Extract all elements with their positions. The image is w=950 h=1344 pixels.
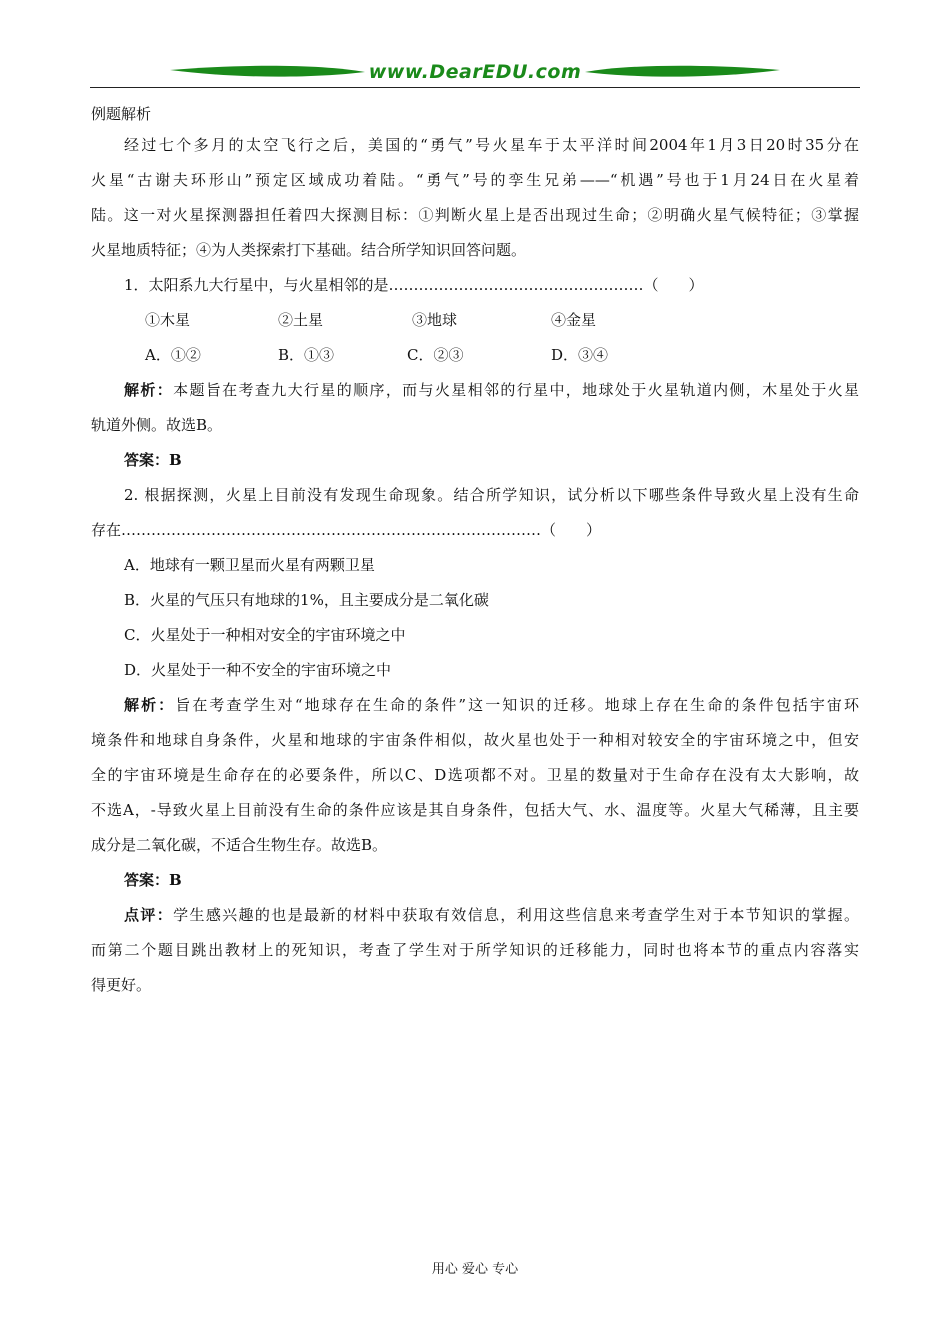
intro-line: 陆。这一对火星探测器担任着四大探测目标：①判断火星上是否出现过生命；②明确火星气候特征；③掌握 xyxy=(91,206,859,224)
page-footer: 用心 爱心 专心 xyxy=(431,1262,519,1277)
q1-choice-b: B．①③ xyxy=(278,346,335,364)
q2-option-b: B．火星的气压只有地球的1%，且主要成分是二氧化碳 xyxy=(124,591,489,609)
q2-analysis-line: 境条件和地球自身条件，火星和地球的宇宙条件相似，故火星也处于一种相对较安全的宇宙环境之中，但安 xyxy=(91,731,859,749)
intro-line: 经过七个多月的太空飞行之后，美国的“勇气”号火星车于太平洋时间2004年1月3日20时35分在 xyxy=(124,136,859,154)
q1-items xyxy=(91,303,859,338)
q2-stem-line: 存在…………………………………………………………………………（ ） xyxy=(91,521,602,539)
page-header xyxy=(90,58,860,90)
comment-label: 点评： xyxy=(124,906,174,924)
intro-line: 火星“古谢夫环形山”预定区域成功着陆。“勇气”号的孪生兄弟——“机遇”号也于1月24日在火星着 xyxy=(91,171,859,189)
q1-choice-c: C．②③ xyxy=(407,346,464,364)
q2-answer: 答案：B xyxy=(124,871,182,889)
comment-paragraph xyxy=(91,898,859,1003)
section-title: 例题解析 xyxy=(91,105,152,123)
q2-option-d: D．火星处于一种不安全的宇宙环境之中 xyxy=(124,661,392,679)
q1-choice-a: A．①② xyxy=(145,346,201,364)
question-1 xyxy=(91,268,859,478)
intro-paragraph xyxy=(91,128,859,268)
q1-item: ③地球 xyxy=(412,311,458,329)
q1-item: ②土星 xyxy=(278,311,324,329)
header-divider xyxy=(90,87,860,88)
q1-choices xyxy=(91,338,859,373)
q2-analysis-line xyxy=(91,688,859,723)
q2-option-c: C．火星处于一种相对安全的宇宙环境之中 xyxy=(124,626,406,644)
q1-analysis-line xyxy=(91,373,859,408)
q2-analysis-line: 不选A，-导致火星上目前没有生命的条件应该是其自身条件，包括大气、水、温度等。火星大气稀薄，且主要 xyxy=(91,801,859,819)
q1-item: ①木星 xyxy=(145,311,191,329)
question-2 xyxy=(91,478,859,898)
document-body xyxy=(91,100,859,1003)
q1-analysis-text: 本题旨在考查九大行星的顺序，而与火星相邻的行星中，地球处于火星轨道内侧，木星处于火星 xyxy=(173,381,859,399)
q1-choice-d: D．③④ xyxy=(551,346,609,364)
comment-text: 学生感兴趣的也是最新的材料中获取有效信息，利用这些信息来考查学生对于本节知识的掌握。 xyxy=(173,906,859,924)
q2-analysis-text: 旨在考查学生对“地球存在生命的条件”这一知识的迁移。地球上存在生命的条件包括宇宙环 xyxy=(175,696,859,714)
q2-analysis-label: 解析： xyxy=(124,696,176,714)
q2-stem-line: 2. 根据探测，火星上目前没有发现生命现象。结合所学知识，试分析以下哪些条件导致火星上没有生命 xyxy=(124,486,859,504)
site-logo[interactable]: www.DearEDU.com xyxy=(368,61,582,83)
intro-line: 火星地质特征；④为人类探索打下基础。结合所学知识回答问题。 xyxy=(91,241,527,259)
q2-option-a: A．地球有一颗卫星而火星有两颗卫星 xyxy=(124,556,375,574)
q2-analysis-line: 全的宇宙环境是生命存在的必要条件，所以C、D选项都不对。卫星的数量对于生命存在没有太大影响，故 xyxy=(91,766,859,784)
q1-analysis-line: 轨道外侧。故选B。 xyxy=(91,416,223,434)
q1-analysis-label: 解析： xyxy=(124,381,174,399)
q1-answer: 答案：B xyxy=(124,451,182,469)
comment-line xyxy=(91,898,859,933)
comment-line: 得更好。 xyxy=(91,976,152,994)
q1-item: ④金星 xyxy=(551,311,597,329)
q1-stem: 1．太阳系九大行星中，与火星相邻的是……………………………………………（ ） xyxy=(124,276,704,294)
q2-analysis-line: 成分是二氧化碳，不适合生物生存。故选B。 xyxy=(91,836,388,854)
comment-line: 而第二个题目跳出教材上的死知识，考查了学生对于所学知识的迁移能力，同时也将本节的重点内容落实 xyxy=(91,941,859,959)
